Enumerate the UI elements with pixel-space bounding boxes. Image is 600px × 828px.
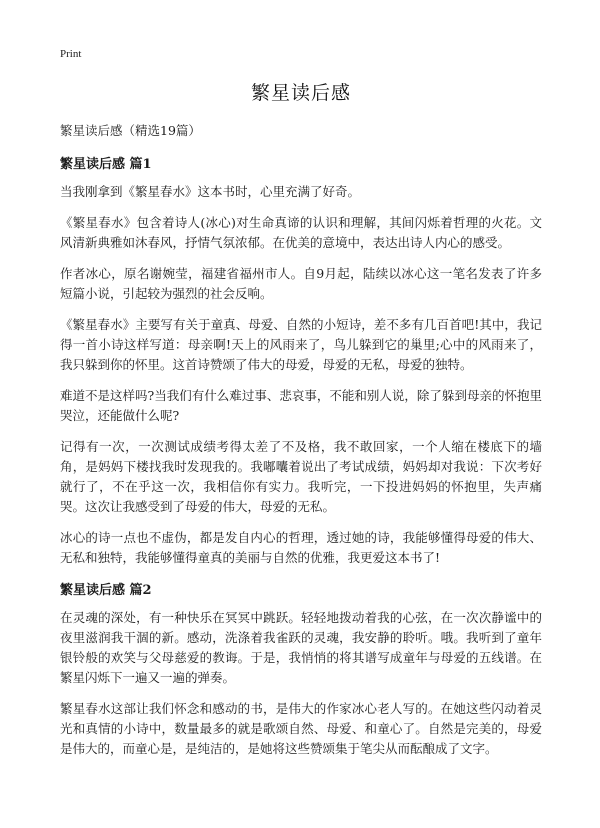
print-label: Print: [60, 48, 82, 60]
paragraph: 冰心的诗一点也不虚伪，都是发自内心的哲理，透过她的诗，我能够懂得母爱的伟大、无私和独特，我能够懂得童真的美丽与自然的优雅，我更爱这本书了!: [60, 530, 542, 565]
paragraph: 难道不是这样吗?当我们有什么难过事、悲哀事，不能和别人说，除了躲到母亲的怀抱里哭泣，还能做什么呢?: [60, 388, 542, 423]
paragraph: 繁星春水这部让我们怀念和感动的书，是伟大的作家冰心老人写的。在她这些闪动着灵光和真情的小诗中，数量最多的就是歌颂自然、母爱、和童心了。自然是完美的，母爱是伟大的，而童心是，是纯洁的，是她将这些赞颂集于笔尖从而酝酿成了文字。: [60, 701, 542, 756]
section-2: [60, 579, 542, 759]
paragraph: 当我刚拿到《繁星春水》这本书时，心里充满了好奇。: [60, 184, 361, 199]
document-title: 繁星读后感: [250, 82, 351, 104]
paragraph: 《繁星春水》包含着诗人(冰心)对生命真谛的认识和理解，其间闪烁着哲理的火花。文风清新典雅如沐春风，抒情气氛浓郁。在优美的意境中，表达出诗人内心的感受。: [60, 215, 542, 250]
paragraph: 记得有一次，一次测试成绩考得太差了不及格，我不敢回家，一个人缩在楼底下的墙角，是妈妈下楼找我时发现我的。我嘟囔着说出了考试成绩，妈妈却对我说：下次考好就行了，不在乎这一次，我相信你有实力。我听完，一下投进妈妈的怀抱里，失声痛哭。这次让我感受到了母爱的伟大，母爱的无私。: [60, 439, 542, 514]
paragraph: 《繁星春水》主要写有关于童真、母爱、自然的小短诗，差不多有几百首吧!其中，我记得一首小诗这样写道：母亲啊!天上的风雨来了，鸟儿躲到它的巢里;心中的风雨来了，我只躲到你的怀里。这首诗赞颂了伟大的母爱，母爱的无私，母爱的独特。: [60, 317, 542, 372]
document-subtitle: 繁星读后感（精选19篇）: [60, 123, 201, 138]
paragraph: 在灵魂的深处，有一种快乐在冥冥中跳跃。轻轻地拨动着我的心弦，在一次次静谧中的夜里滋润我干涸的新。感动，洗涤着我雀跃的灵魂，我安静的聆听。哦。我听到了童年银铃般的欢笑与父母慈爱的教诲。于是，我悄悄的将其谱写成童年与母爱的五线谱。在繁星闪烁下一遍又一遍的弹奏。: [60, 610, 542, 685]
paragraph: 作者冰心，原名谢婉莹，福建省福州市人。自9月起，陆续以冰心这一笔名发表了许多短篇小说，引起较为强烈的社会反响。: [60, 266, 542, 301]
section-heading: 繁星读后感 篇2: [60, 583, 152, 598]
section-1: [60, 153, 542, 568]
section-heading: 繁星读后感 篇1: [60, 157, 152, 172]
